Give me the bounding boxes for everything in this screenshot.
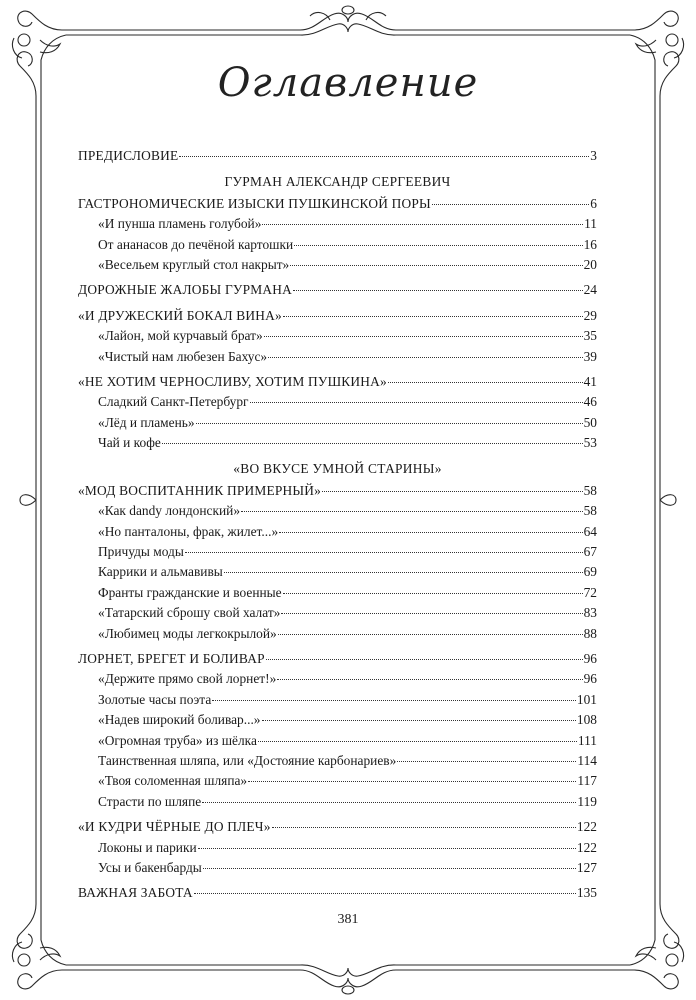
toc-entry[interactable] [78, 817, 597, 837]
dot-leader [281, 612, 582, 614]
toc-entry-label: Каррики и альмавивы [98, 564, 223, 580]
toc-entry-label: «МОД ВОСПИТАННИК ПРИМЕРНЫЙ» [78, 482, 322, 498]
toc-entry-label: «Лайон, мой курчавый брат» [98, 328, 263, 344]
toc-subentry[interactable] [78, 624, 597, 644]
toc-entry-label: Локоны и парики [98, 839, 197, 855]
toc-subentry[interactable] [78, 392, 597, 412]
toc-entry-label: «И ДРУЖЕСКИЙ БОКАЛ ВИНА» [78, 307, 282, 323]
dot-leader [388, 381, 583, 383]
dot-leader [262, 719, 576, 721]
toc-entry-label: «Весельем круглый стол накрыт» [98, 256, 290, 272]
toc-subentry[interactable] [78, 214, 597, 234]
toc-entry-label: «Твоя соломенная шляпа» [98, 773, 248, 789]
toc-subentry[interactable] [78, 583, 597, 603]
toc-entry-page: 69 [583, 564, 597, 580]
toc-entry-page: 58 [583, 482, 597, 498]
toc-entry-label: ГАСТРОНОМИЧЕСКИЕ ИЗЫСКИ ПУШКИНСКОЙ ПОРЫ [78, 195, 431, 211]
toc-entry-page: 3 [590, 148, 597, 163]
toc-subentry[interactable] [78, 235, 597, 255]
toc-subentry[interactable] [78, 771, 597, 791]
toc-subentry[interactable] [78, 731, 597, 751]
toc-entry-page: 67 [583, 544, 597, 560]
toc-entry-label: От ананасов до печёной картошки [98, 236, 294, 252]
toc-entry[interactable] [78, 280, 597, 300]
dot-leader [203, 867, 576, 869]
toc-subentry[interactable] [78, 522, 597, 542]
toc-entry-label: Золотые часы поэта [98, 691, 212, 707]
dot-leader [294, 244, 582, 246]
dot-leader [258, 740, 577, 742]
dot-leader [322, 490, 583, 492]
toc-entry-label: ВАЖНАЯ ЗАБОТА [78, 885, 193, 901]
toc-entry-label: «Держите прямо свой лорнет!» [98, 671, 277, 687]
toc-subentry[interactable] [78, 669, 597, 689]
dot-leader [194, 892, 576, 894]
toc-subentry[interactable] [78, 326, 597, 346]
page-number: 381 [337, 912, 359, 927]
dot-leader [196, 422, 583, 424]
toc-subentry[interactable] [78, 255, 597, 275]
toc-entry-label: «Чистый нам любезен Бахус» [98, 348, 268, 364]
dot-leader [262, 223, 583, 225]
dot-leader [198, 847, 576, 849]
toc-entry-label: «Лёд и пламень» [98, 414, 195, 430]
toc-subentry[interactable] [78, 542, 597, 562]
toc-subentry[interactable] [78, 562, 597, 582]
dot-leader [283, 592, 583, 594]
toc-entry-label: Усы и бакенбарды [98, 859, 202, 875]
toc-entry-page: 111 [577, 732, 597, 748]
toc-entry[interactable] [78, 194, 597, 214]
toc-entry-page: 127 [576, 859, 597, 875]
dot-leader [290, 264, 582, 266]
table-of-contents [78, 146, 597, 904]
dot-leader [277, 678, 582, 680]
dot-leader [185, 551, 583, 553]
toc-entry-label: Страсти по шляпе [98, 793, 202, 809]
toc-entry-label: «Татарский сброшу свой халат» [98, 605, 281, 621]
part-heading: ГУРМАН АЛЕКСАНДР СЕРГЕЕВИЧ [224, 174, 451, 190]
dot-leader [272, 826, 576, 828]
toc-entry-label: «И пунша пламень голубой» [98, 216, 262, 232]
toc-entry-label: «Любимец моды легкокрылой» [98, 625, 277, 641]
toc-subentry[interactable] [78, 603, 597, 623]
toc-entry-page: 119 [577, 793, 597, 809]
toc-entry-page: 20 [583, 256, 597, 272]
toc-entry-label: ДОРОЖНЫЕ ЖАЛОБЫ ГУРМАНА [78, 282, 292, 298]
toc-subentry[interactable] [78, 413, 597, 433]
toc-entry-page: 35 [583, 328, 597, 344]
toc-entry[interactable] [78, 883, 597, 903]
toc-entry-page: 114 [577, 752, 597, 768]
dot-leader [224, 571, 583, 573]
page-title: Оглавление [217, 60, 479, 106]
dot-leader [264, 335, 583, 337]
toc-entry-label: «Надев широкий боливар...» [98, 712, 261, 728]
dot-leader [202, 801, 576, 803]
toc-entry-page: 108 [576, 712, 597, 728]
toc-entry-page: 96 [583, 650, 597, 666]
dot-leader [278, 633, 583, 635]
dot-leader [212, 699, 576, 701]
dot-leader [162, 442, 583, 444]
toc-entry-page: 11 [584, 216, 597, 232]
toc-entry-page: 64 [583, 523, 597, 539]
toc-subentry[interactable] [78, 347, 597, 367]
toc-entry-label: Причуды моды [98, 544, 184, 560]
toc-subentry[interactable] [78, 792, 597, 812]
toc-entry-page: 96 [583, 671, 597, 687]
toc-entry-label: «Но панталоны, фрак, жилет...» [98, 523, 279, 539]
toc-entry-page: 6 [590, 195, 597, 211]
toc-entry-page: 41 [583, 373, 597, 389]
dot-leader [266, 658, 583, 660]
toc-entry-label: ПРЕДИСЛОВИЕ [78, 148, 179, 163]
toc-entry-page: 83 [583, 605, 597, 621]
toc-entry-page: 29 [583, 307, 597, 323]
toc-entry-label: Таинственная шляпа, или «Достояние карбонариев» [98, 752, 397, 768]
toc-entry-page: 117 [577, 773, 597, 789]
toc-subentry[interactable] [78, 690, 597, 710]
toc-entry-page: 72 [583, 584, 597, 600]
toc-subentry[interactable] [78, 838, 597, 858]
dot-leader [268, 356, 582, 358]
toc-entry-label: Франты гражданские и военные [98, 584, 282, 600]
toc-entry[interactable] [78, 306, 597, 326]
toc-entry-page: 58 [583, 503, 597, 519]
toc-entry-label: «Как dandy лондонский» [98, 503, 241, 519]
toc-subentry[interactable] [78, 433, 597, 453]
toc-entry-label: «НЕ ХОТИМ ЧЕРНОСЛИВУ, ХОТИМ ПУШКИНА» [78, 373, 387, 389]
dot-leader [248, 780, 576, 782]
dot-leader [241, 510, 583, 512]
toc-subentry[interactable] [78, 710, 597, 730]
toc-entry-label: Чай и кофе [98, 435, 161, 451]
dot-leader [293, 289, 583, 291]
part-heading: «ВО ВКУСЕ УМНОЙ СТАРИНЫ» [233, 461, 442, 477]
toc-entry-label: Сладкий Санкт-Петербург [98, 394, 249, 410]
toc-entry-page: 88 [583, 625, 597, 641]
toc-entry[interactable] [78, 481, 597, 501]
dot-leader [279, 531, 582, 533]
dot-leader [250, 401, 583, 403]
toc-entry-page: 46 [583, 394, 597, 410]
dot-leader [432, 203, 589, 205]
toc-entry-label: «Огромная труба» из шёлка [98, 732, 257, 748]
toc-entry-page: 53 [583, 435, 597, 451]
toc-entry-label: «И КУДРИ ЧЁРНЫЕ ДО ПЛЕЧ» [78, 819, 271, 835]
toc-entry-page: 101 [576, 691, 597, 707]
toc-entry-page: 16 [583, 236, 597, 252]
toc-entry-page: 50 [583, 414, 597, 430]
toc-entry[interactable] [78, 372, 597, 392]
toc-subentry[interactable] [78, 501, 597, 521]
toc-subentry[interactable] [78, 858, 597, 878]
toc-entry-page: 122 [576, 839, 597, 855]
toc-entry-preface[interactable] [78, 146, 597, 166]
toc-entry[interactable] [78, 649, 597, 669]
toc-entry-page: 135 [576, 885, 597, 901]
toc-entry-page: 24 [583, 282, 597, 298]
toc-entry-label: ЛОРНЕТ, БРЕГЕТ И БОЛИВАР [78, 650, 265, 666]
toc-entry-page: 39 [583, 348, 597, 364]
dot-leader [397, 760, 576, 762]
toc-entry-page: 122 [576, 819, 597, 835]
dot-leader [179, 155, 589, 157]
toc-subentry[interactable] [78, 751, 597, 771]
dot-leader [283, 315, 583, 317]
